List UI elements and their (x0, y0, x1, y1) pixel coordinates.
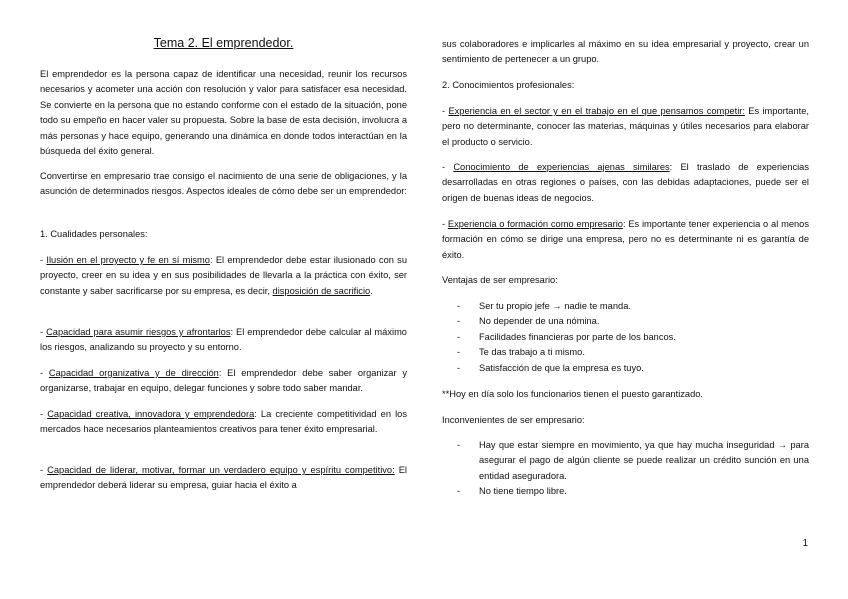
page-number: 1 (802, 538, 808, 549)
quality-item-ilusion (40, 253, 407, 299)
quality-title: Capacidad para asumir riesgos y afrontarlos (46, 327, 231, 337)
item-prefix: - (442, 219, 448, 229)
list-item: - No depender de una nómina. (442, 314, 809, 329)
quality-text: : El emprendedor debe calcular al máximo los riesgos, analizando su proyecto y su entorno. (40, 327, 407, 353)
intro-paragraph-2: Convertirse en empresario trae consigo el nacimiento de una serie de obligaciones, y la asunción de determinados riesgos. Aspectos ideales de cómo debe ser un emprendedor: (40, 171, 407, 197)
section-heading-conocimientos: 2. Conocimientos profesionales: (442, 80, 575, 90)
quality-text: : El emprendedor debe estar ilusionado con su proyecto, creer en su idea y en sus posibilidades de llevarla a la práctica con éxito, ser constante y saber sacrificarse por su empresa, es decir, (40, 255, 408, 296)
list-item: - Satisfacción de que la empresa es tuyo. (442, 361, 809, 376)
bullet-dash: - (457, 331, 461, 342)
list-item: - Te das trabajo a ti mismo. (442, 345, 809, 360)
knowledge-title: Experiencia en el sector y en el trabajo en el que pensamos competir: (448, 106, 745, 116)
quality-item-creativa (40, 407, 407, 438)
inconvenientes-list (442, 438, 809, 500)
bullet-dash: - (457, 486, 461, 497)
quality-item-liderar (40, 463, 407, 494)
item-prefix: - (40, 465, 48, 475)
quality-item-riesgos (40, 325, 407, 356)
knowledge-text: : Es importante tener experiencia o al menos formación en cómo se dirige una empresa, pero no es determinante ni es garantía de éxito. (442, 219, 809, 260)
quality-text: : El emprendedor debe saber organizar y organizarse, trabajar en equipo, delegar funciones y sobre todo saber mandar. (40, 368, 408, 394)
quality-title: Ilusión en el proyecto y fe en sí mismo (46, 255, 210, 265)
item-prefix: - (40, 368, 49, 378)
item-prefix: - (442, 106, 449, 116)
item-prefix: - (40, 255, 47, 265)
quality-emphasis: disposición de sacrificio (272, 285, 371, 296)
note-paragraph: **Hoy en día solo los funcionarios tienen el puesto garantizado. (442, 389, 703, 399)
quality-title: Capacidad organizativa y de dirección (48, 368, 219, 378)
item-prefix: - (442, 162, 454, 172)
item-prefix: - (40, 409, 48, 419)
knowledge-text: Es importante, pero no determinante, conocer las materias, máquinas y útiles necesarios para elaborar el producto o servicio. (442, 106, 809, 147)
knowledge-title: Conocimiento de experiencias ajenas similares (453, 162, 670, 172)
ventajas-list (442, 299, 809, 376)
intro-paragraph: El emprendedor es la persona capaz de identificar una necesidad, reunir los recursos necesarios y acometer una acción con resolución y valor para satisfacer esa necesidad. Se convierte en la persona que no estando conforme con el estado de la situación, pone todo su empeño en hacer valer su propuesta. Sobre la base de esta decisión, involucra a más personas y hace equipo, generando una dinámica en donde todos interactúan en la búsqueda del éxito general. (40, 69, 407, 157)
list-item: - No tiene tiempo libre. (442, 484, 809, 499)
section-heading-cualidades: 1. Cualidades personales: (40, 229, 148, 239)
bullet-dash: - (457, 347, 461, 358)
quality-text: : La creciente competitividad en los mercados hace necesarios planteamientos creativos para tener éxito empresarial. (40, 409, 407, 435)
ventajas-heading: Ventajas de ser empresario: (442, 275, 558, 285)
quality-item-organizativa (40, 366, 407, 397)
inconvenientes-heading: Inconvenientes de ser empresario: (442, 415, 585, 425)
document-title: Tema 2. El emprendedor. (153, 36, 294, 50)
list-item: - Hay que estar siempre en movimiento, ya que hay mucha inseguridad → para asegurar el pago de algún cliente se puede realizar un crédito sunción en una entidad aseguradora. (457, 440, 809, 481)
bullet-dash: - (457, 316, 461, 327)
item-prefix: - (40, 327, 47, 337)
quality-text: El emprendedor deberá liderar su empresa, guiar hacia el éxito a (40, 465, 407, 491)
bullet-dash: - (457, 301, 461, 311)
knowledge-item-experiencia (442, 104, 809, 150)
knowledge-item-formacion (442, 217, 809, 263)
knowledge-item-conocimiento (442, 160, 809, 206)
bullet-dash: - (457, 362, 461, 373)
list-item: - Ser tu propio jefe → nadie te manda. (442, 299, 809, 314)
quality-title: Capacidad de liderar, motivar, formar un verdadero equipo y espíritu competitivo: (47, 465, 395, 475)
quality-title: Capacidad creativa, innovadora y emprendedora (47, 409, 255, 419)
list-item: - Facilidades financieras por parte de los bancos. (442, 330, 809, 345)
continuation-paragraph: sus colaboradores e implicarles al máximo en su idea empresarial y proyecto, crear un sentimiento de pertenecer a un grupo. (442, 39, 809, 65)
quality-end: . (370, 285, 373, 296)
knowledge-title: Experiencia o formación como empresario (447, 219, 623, 229)
knowledge-text: : El traslado de experiencias desarrolladas en otras regiones o países, con las debidas adaptaciones, puede ser el origen de buenas ideas de negocios. (442, 162, 809, 203)
bullet-dash: - (457, 440, 461, 450)
